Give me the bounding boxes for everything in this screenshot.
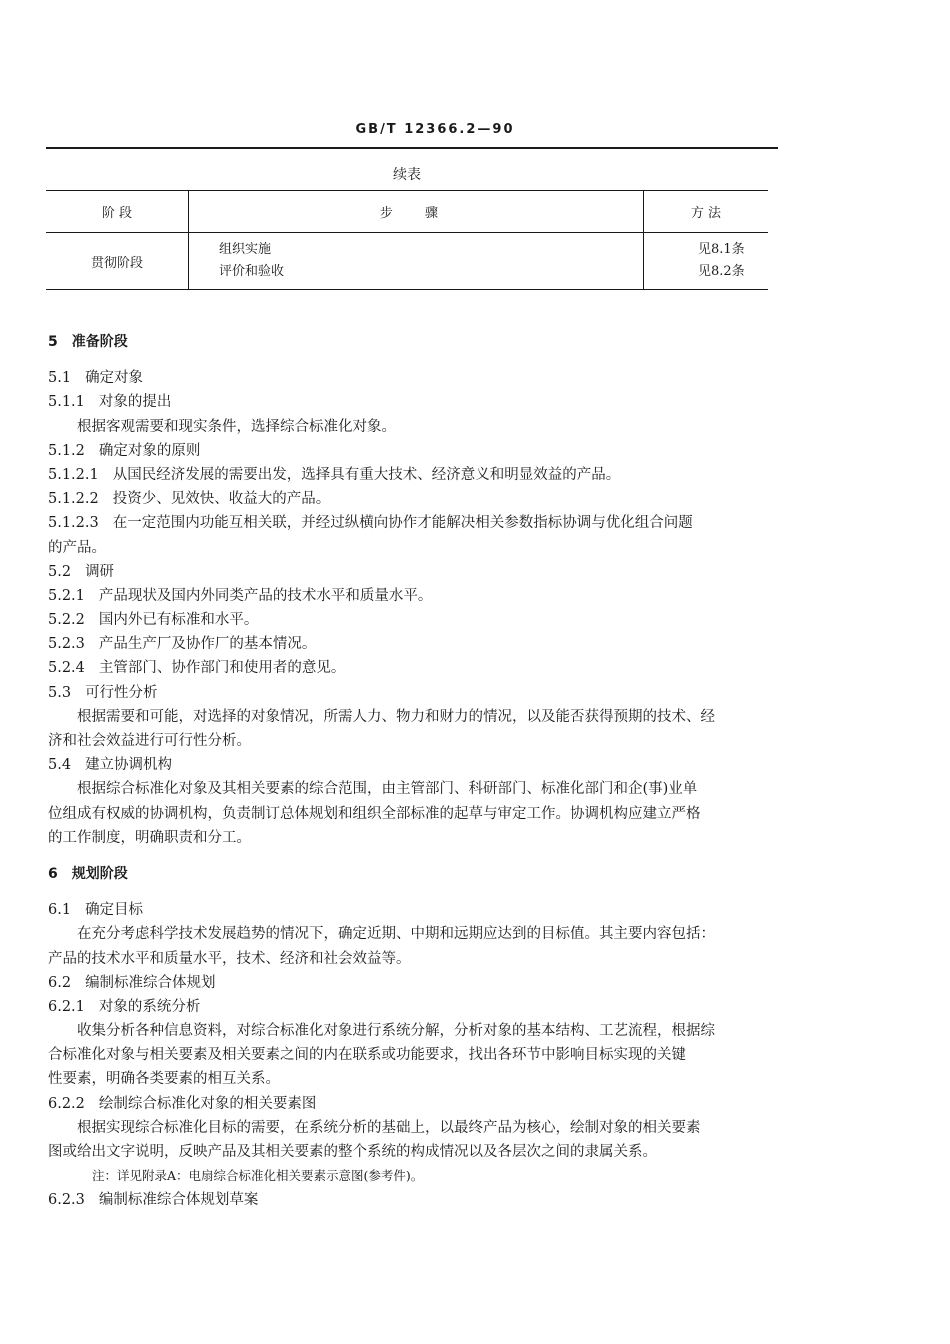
document-body xyxy=(48,330,780,1213)
header-rule xyxy=(46,147,778,149)
clause-heading: 5.1.1 对象的提出 xyxy=(48,394,172,411)
paragraph-line: 根据需要和可能，对选择的对象情况，所需人力、物力和财力的情况，以及能否获得预期的技术、经 xyxy=(77,708,715,725)
clause-heading: 5.2 调研 xyxy=(48,563,115,580)
clause-heading: 5.1 确定对象 xyxy=(48,370,144,387)
note-line: 注：详见附录A：电扇综合标准化相关要素示意图(参考件)。 xyxy=(92,1168,424,1184)
header-stage: 阶 段 xyxy=(46,191,189,233)
clause-heading: 6.2.1 对象的系统分析 xyxy=(48,998,201,1015)
paragraph-line: 产品的技术水平和质量水平，技术、经济和社会效益等。 xyxy=(48,950,411,967)
clause-heading: 6.2 编制标准综合体规划 xyxy=(48,974,216,991)
header-method: 方 法 xyxy=(644,191,769,233)
step-item: 组织实施 xyxy=(219,242,272,257)
section-heading-5: 5 准备阶段 xyxy=(48,334,128,350)
clause-item: 5.1.2.2 投资少、见效快、收益大的产品。 xyxy=(48,491,331,508)
paragraph-line: 收集分析各种信息资料，对综合标准化对象进行系统分解，分析对象的基本结构、工艺流程，根据综 xyxy=(77,1023,715,1040)
clause-heading: 5.4 建立协调机构 xyxy=(48,757,173,774)
paragraph-line: 根据客观需要和现实条件，选择综合标准化对象。 xyxy=(77,418,396,435)
table-row xyxy=(46,233,768,290)
step-item: 评价和验收 xyxy=(219,264,285,279)
paragraph-line: 合标准化对象与相关要素及相关要素之间的内在联系或功能要求，找出各环节中影响目标实现的关键 xyxy=(48,1047,686,1064)
table-header-row xyxy=(46,191,768,233)
table-caption: 续表 xyxy=(393,167,421,183)
clause-item: 5.1.2.3 在一定范围内功能互相关联，并经过纵横向协作才能解决相关参数指标协调与优化组合问题 xyxy=(48,515,693,532)
paragraph-line: 根据综合标准化对象及其相关要素的综合范围，由主管部门、科研部门、标准化部门和企(事)业单 xyxy=(77,781,698,798)
clause-heading: 6.2.2 绘制综合标准化对象的相关要素图 xyxy=(48,1095,317,1112)
clause-heading: 6.1 确定目标 xyxy=(48,902,144,919)
clause-item: 5.2.4 主管部门、协作部门和使用者的意见。 xyxy=(48,660,346,677)
clause-item: 5.2.3 产品生产厂及协作厂的基本情况。 xyxy=(48,636,317,653)
clause-heading: 6.2.3 编制标准综合体规划草案 xyxy=(48,1192,259,1209)
clause-heading: 5.3 可行性分析 xyxy=(48,684,158,701)
method-item: 见8.2条 xyxy=(698,264,745,279)
header-steps: 步 骤 xyxy=(189,191,644,233)
clause-heading: 5.1.2 确定对象的原则 xyxy=(48,442,201,459)
paragraph-line: 根据实现综合标准化目标的需要，在系统分析的基础上，以最终产品为核心，绘制对象的相关要素 xyxy=(77,1119,701,1136)
cell-stage: 贯彻阶段 xyxy=(46,233,189,290)
cell-methods xyxy=(644,233,769,290)
paragraph-line: 的工作制度，明确职责和分工。 xyxy=(48,829,251,846)
paragraph-line: 位组成有权威的协调机构，负责制订总体规划和组织全部标准的起草与审定工作。协调机构应建立严格 xyxy=(48,805,701,822)
clause-item: 5.2.2 国内外已有标准和水平。 xyxy=(48,612,259,629)
paragraph-line: 性要素，明确各类要素的相互关系。 xyxy=(48,1071,280,1088)
cell-steps xyxy=(189,233,644,290)
paragraph-line: 图或给出文字说明，反映产品及其相关要素的整个系统的构成情况以及各层次之间的隶属关系。 xyxy=(48,1144,657,1160)
paragraph-line: 在充分考虑科学技术发展趋势的情况下，确定近期、中期和远期应达到的目标值。其主要内容包括： xyxy=(77,926,715,943)
section-heading-6: 6 规划阶段 xyxy=(48,865,128,882)
clause-item: 5.2.1 产品现状及国内外同类产品的技术水平和质量水平。 xyxy=(48,587,433,604)
continued-table xyxy=(46,190,768,290)
paragraph-line: 济和社会效益进行可行性分析。 xyxy=(48,733,251,749)
clause-item: 5.1.2.1 从国民经济发展的需要出发，选择具有重大技术、经济意义和明显效益的产品。 xyxy=(48,466,621,483)
paragraph-line: 的产品。 xyxy=(48,539,106,556)
standard-code-header: GB/T 12366.2—90 xyxy=(355,122,515,137)
method-item: 见8.1条 xyxy=(698,242,745,257)
